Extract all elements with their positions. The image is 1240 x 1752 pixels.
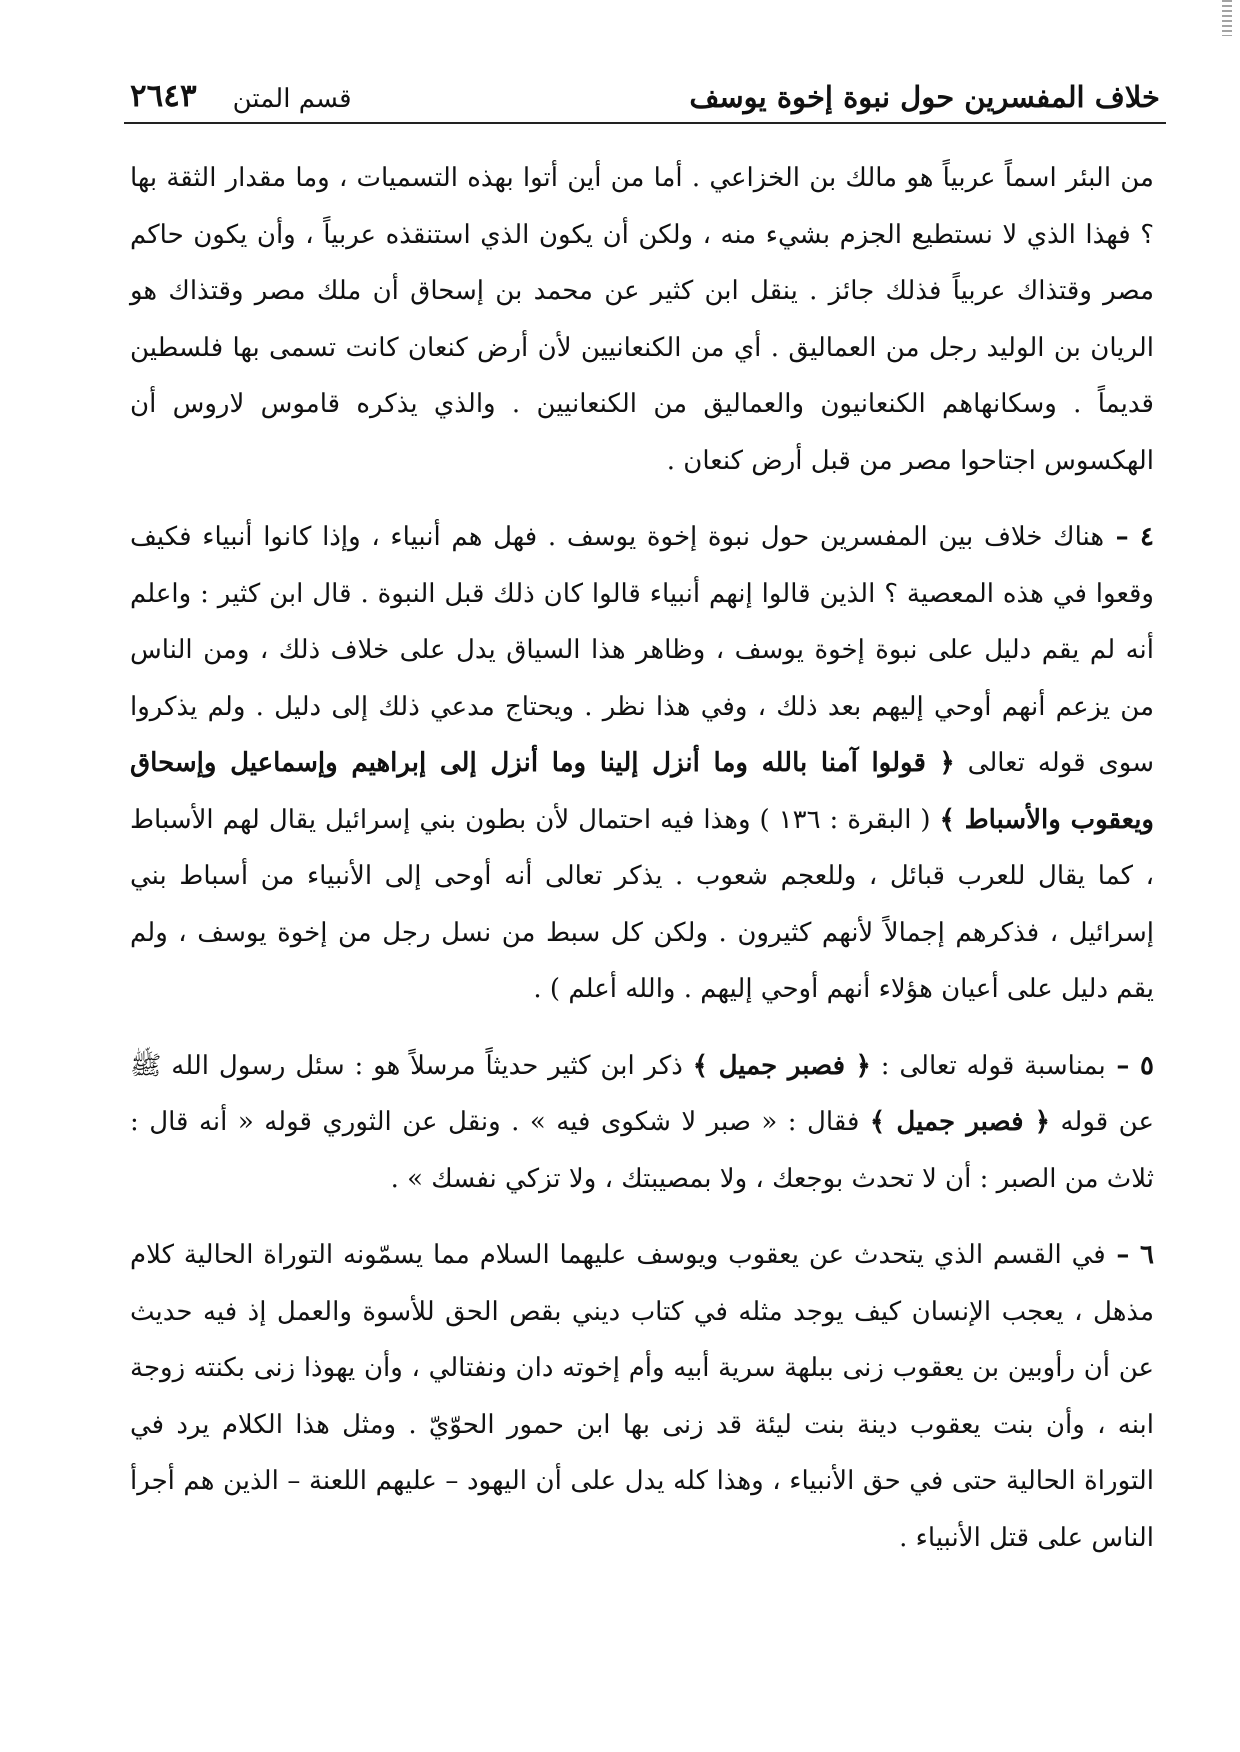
page-number: ٢٦٤٣: [130, 78, 197, 114]
paragraph-text: ذكر ابن كثير حديثاً مرسلاً هو : سئل رسول الله ﷺ عن قوله: [130, 1050, 1154, 1137]
header-rule: [124, 122, 1166, 124]
quran-quote: ﴿ فصبر جميل ﴾: [869, 1107, 1050, 1137]
scan-artifact: [1222, 0, 1232, 36]
paragraph-note-6: [130, 1227, 1154, 1566]
paragraph-note-5: [130, 1038, 1154, 1208]
running-head-title: خلاف المفسرين حول نبوة إخوة يوسف: [689, 80, 1160, 114]
quran-quote: ﴿ قولوا آمنا بالله وما أنزل إلينا وما أنزل إلى إبراهيم وإسماعيل وإسحاق ويعقوب والأسباط ﴾: [130, 748, 1154, 835]
paragraph-text: من البئر اسماً عربياً هو مالك بن الخزاعي . أما من أين أتوا بهذه التسميات ، وما مقدار الثقة بها ؟ فهذا الذي لا نستطيع الجزم بشيء منه ، ولكن أن يكون الذي استنقذه عربياً ، وأن يكون حاكم مصر وقتذاك عربياً فذلك جائز . ينقل ابن كثير عن محمد بن إسحاق أن ملك مصر وقتذاك هو الريان بن الوليد رجل من العماليق . أي من الكنعانيين لأن أرض كنعان كانت تسمى بها فلسطين قديماً . وسكانهاهم الكنعانيون والعماليق من الكنعانيين . والذي يذكره قاموس لاروس أن الهكسوس اجتاحوا مصر من قبل أرض كنعان .: [130, 163, 1154, 476]
section-label: قسم المتن: [232, 84, 352, 114]
paragraph-continued: [130, 150, 1154, 489]
running-head-right: [130, 78, 352, 114]
paragraph-number: ٥ –: [1105, 1050, 1154, 1081]
paragraph-number: ٦ –: [1105, 1240, 1155, 1270]
paragraph-text: بمناسبة قوله تعالى :: [870, 1050, 1106, 1081]
paragraph-note-4: [130, 509, 1154, 1018]
quran-quote: ﴿ فصبر جميل ﴾: [692, 1050, 871, 1081]
paragraph-text: في القسم الذي يتحدث عن يعقوب ويوسف عليهما السلام مما يسمّونه التوراة الحالية كلام مذهل ، يعجب الإنسان كيف يوجد مثله في كتاب ديني بقص الحق للأسوة والعمل إذ فيه حديث عن أن رأوبين بن يعقوب زنى ببلهة سرية أبيه وأم إخوته دان ونفتالي ، وأن يهوذا زنى بكنته زوجة ابنه ، وأن بنت يعقوب دينة بنت ليئة قد زنى بها ابن حمور الحوّيّ . ومثل هذا الكلام يرد في التوراة الحالية حتى في حق الأنبياء ، وهذا كله يدل على أن اليهود – عليهم اللعنة – الذين هم أجرأ الناس على قتل الأنبياء .: [130, 1240, 1154, 1553]
body-text: [130, 150, 1154, 1586]
paragraph-text: هناك خلاف بين المفسرين حول نبوة إخوة يوسف . فهل هم أنبياء ، وإذا كانوا أنبياء فكيف وقعوا في هذه المعصية ؟ الذين قالوا إنهم أنبياء قالوا كان ذلك قبل النبوة . قال ابن كثير : واعلم أنه لم يقم دليل على نبوة إخوة يوسف ، وظاهر هذا السياق يدل على خلاف ذلك ، ومن الناس من يزعم أنهم أوحي إليهم بعد ذلك ، وفي هذا نظر . ويحتاج مدعي ذلك إلى دليل . ولم يذكروا سوى قوله تعالى: [130, 522, 1154, 778]
paragraph-text: ( البقرة : ١٣٦ ) وهذا فيه احتمال لأن بطون بني إسرائيل يقال لهم الأسباط ، كما يقال للعرب قبائل ، وللعجم شعوب . يذكر تعالى أنه أوحى إلى الأنبياء من أسباط بني إسرائيل ، فذكرهم إجمالاً لأنهم كثيرون . ولكن كل سبط من نسل رجل من إخوة يوسف ، ولم يقم دليل على أعيان هؤلاء أنهم أوحي إليهم . والله أعلم ) .: [130, 804, 1154, 1004]
paragraph-text: فقال : « صبر لا شكوى فيه » . ونقل عن الثوري قوله « أنه قال : ثلاث من الصبر : أن لا تحدث بوجعك ، ولا بمصيبتك ، ولا تزكي نفسك » .: [130, 1107, 1154, 1194]
running-head: [130, 70, 1160, 114]
paragraph-number: ٤ –: [1104, 522, 1155, 552]
